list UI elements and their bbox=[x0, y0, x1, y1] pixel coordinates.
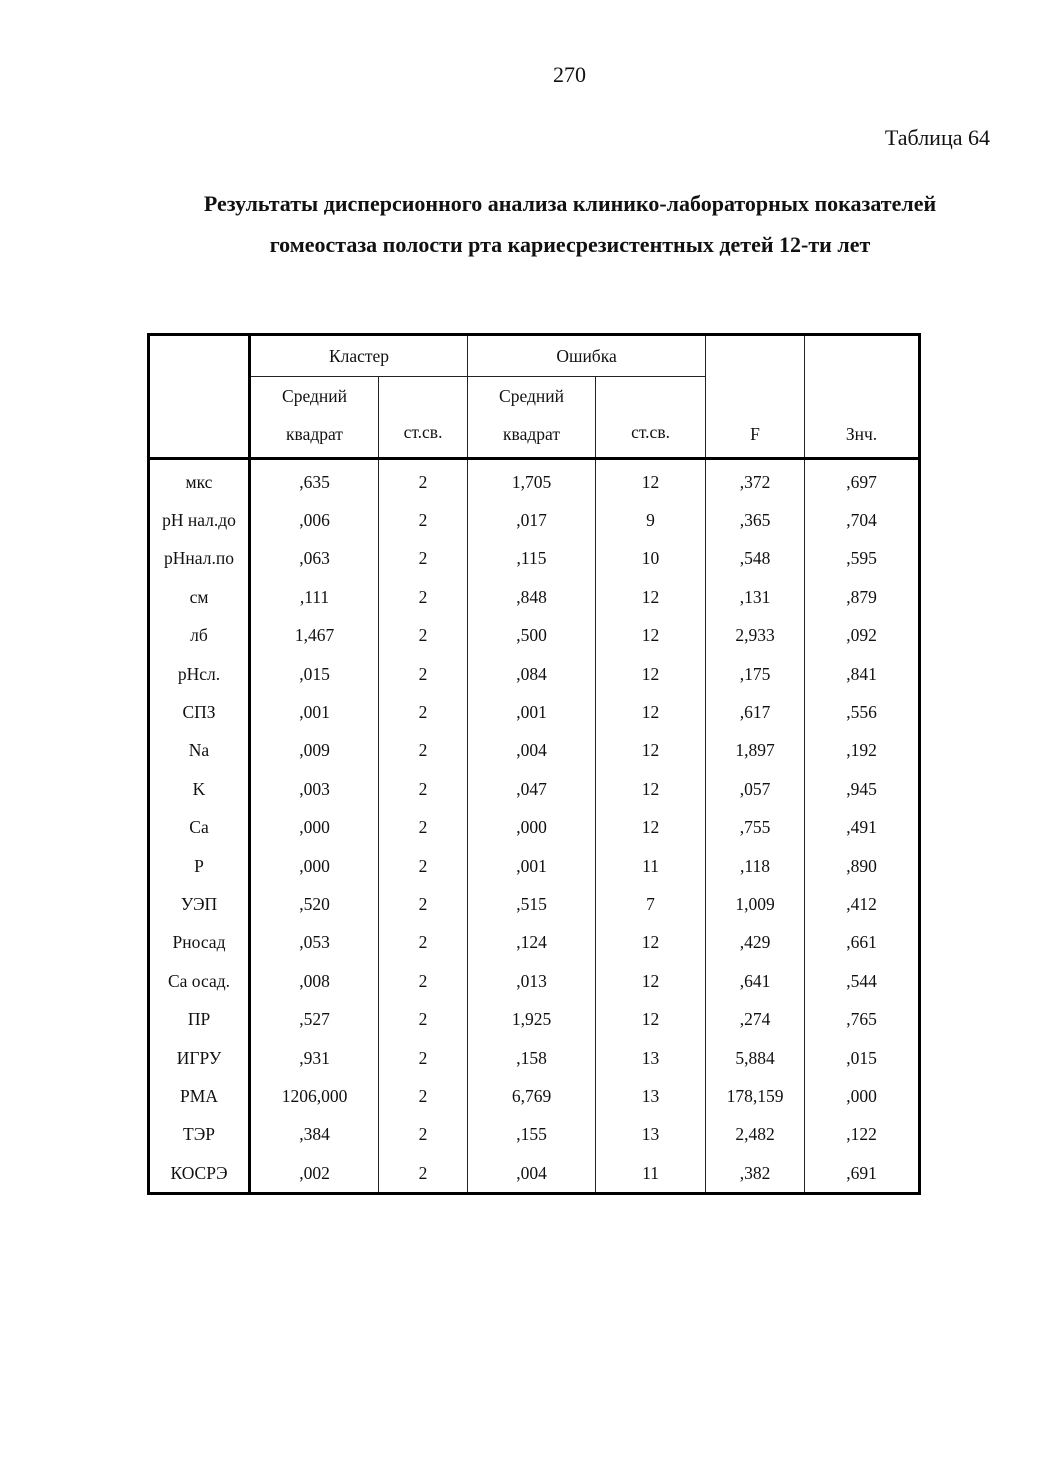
table-title bbox=[120, 183, 1020, 265]
significance-cell: ,092 bbox=[805, 617, 920, 655]
f-value-cell: 1,009 bbox=[706, 885, 805, 923]
row-label: Рносад bbox=[149, 924, 250, 962]
error-df-cell: 13 bbox=[596, 1077, 706, 1115]
table-row bbox=[149, 655, 920, 693]
significance-cell: ,890 bbox=[805, 847, 920, 885]
cluster-df-cell: 2 bbox=[379, 1154, 468, 1194]
header-cluster-mean-square bbox=[250, 377, 379, 459]
error-mean-square-cell: ,001 bbox=[468, 847, 596, 885]
table-label: Таблица 64 bbox=[884, 125, 990, 150]
row-label: УЭП bbox=[149, 885, 250, 923]
cluster-df-cell: 2 bbox=[379, 1077, 468, 1115]
cluster-df-cell: 2 bbox=[379, 501, 468, 539]
cluster-df-cell: 2 bbox=[379, 578, 468, 616]
table-row bbox=[149, 962, 920, 1000]
error-df-cell: 13 bbox=[596, 1039, 706, 1077]
table-row bbox=[149, 924, 920, 962]
cluster-df-cell: 2 bbox=[379, 924, 468, 962]
error-mean-square-cell: ,000 bbox=[468, 809, 596, 847]
table-row bbox=[149, 459, 920, 502]
error-df-cell: 12 bbox=[596, 693, 706, 731]
cluster-mean-square-cell: ,527 bbox=[250, 1000, 379, 1038]
cluster-df-cell: 2 bbox=[379, 770, 468, 808]
cluster-mean-square-cell: ,384 bbox=[250, 1116, 379, 1154]
f-value-cell: ,057 bbox=[706, 770, 805, 808]
error-df-cell: 12 bbox=[596, 732, 706, 770]
cluster-mean-square-cell: ,002 bbox=[250, 1154, 379, 1194]
f-value-cell: 178,159 bbox=[706, 1077, 805, 1115]
error-mean-square-cell: 1,705 bbox=[468, 459, 596, 502]
error-mean-square-cell: ,001 bbox=[468, 693, 596, 731]
cluster-mean-square-cell: ,520 bbox=[250, 885, 379, 923]
cluster-mean-square-cell: ,931 bbox=[250, 1039, 379, 1077]
f-value-cell: ,175 bbox=[706, 655, 805, 693]
table-row bbox=[149, 847, 920, 885]
significance-cell: ,691 bbox=[805, 1154, 920, 1194]
error-mean-square-cell: ,848 bbox=[468, 578, 596, 616]
significance-cell: ,000 bbox=[805, 1077, 920, 1115]
cluster-mean-square-cell: ,006 bbox=[250, 501, 379, 539]
significance-cell: ,765 bbox=[805, 1000, 920, 1038]
cluster-mean-square-cell: ,000 bbox=[250, 809, 379, 847]
table-row bbox=[149, 578, 920, 616]
cluster-df-cell: 2 bbox=[379, 1000, 468, 1038]
cluster-df-cell: 2 bbox=[379, 732, 468, 770]
error-mean-square-cell: ,047 bbox=[468, 770, 596, 808]
cluster-df-cell: 2 bbox=[379, 540, 468, 578]
row-label: K bbox=[149, 770, 250, 808]
header-row-1 bbox=[149, 335, 920, 377]
header-cluster-df: ст.св. bbox=[379, 377, 468, 459]
f-value-cell: ,641 bbox=[706, 962, 805, 1000]
error-df-cell: 12 bbox=[596, 809, 706, 847]
f-value-cell: ,274 bbox=[706, 1000, 805, 1038]
error-mean-square-cell: ,084 bbox=[468, 655, 596, 693]
header-sig: Знч. bbox=[805, 335, 920, 459]
f-value-cell: 1,897 bbox=[706, 732, 805, 770]
f-value-cell: ,372 bbox=[706, 459, 805, 502]
row-label: СПЗ bbox=[149, 693, 250, 731]
row-label: Na bbox=[149, 732, 250, 770]
table-body bbox=[149, 459, 920, 1194]
header-cluster: Кластер bbox=[250, 335, 468, 377]
table-row bbox=[149, 732, 920, 770]
error-df-cell: 12 bbox=[596, 770, 706, 808]
significance-cell: ,544 bbox=[805, 962, 920, 1000]
cluster-df-cell: 2 bbox=[379, 885, 468, 923]
row-label: мкс bbox=[149, 459, 250, 502]
error-df-cell: 11 bbox=[596, 1154, 706, 1194]
mean-square-line-2: квадрат bbox=[503, 424, 560, 444]
f-value-cell: 5,884 bbox=[706, 1039, 805, 1077]
row-label: рНнал.по bbox=[149, 540, 250, 578]
error-mean-square-cell: ,115 bbox=[468, 540, 596, 578]
cluster-mean-square-cell: ,000 bbox=[250, 847, 379, 885]
significance-cell: ,491 bbox=[805, 809, 920, 847]
cluster-df-cell: 2 bbox=[379, 693, 468, 731]
cluster-mean-square-cell: ,008 bbox=[250, 962, 379, 1000]
error-df-cell: 9 bbox=[596, 501, 706, 539]
row-label: рН нал.до bbox=[149, 501, 250, 539]
mean-square-line-1: Средний bbox=[282, 386, 347, 406]
error-df-cell: 12 bbox=[596, 578, 706, 616]
error-df-cell: 13 bbox=[596, 1116, 706, 1154]
error-mean-square-cell: ,158 bbox=[468, 1039, 596, 1077]
error-mean-square-cell: 6,769 bbox=[468, 1077, 596, 1115]
header-f: F bbox=[706, 335, 805, 459]
cluster-mean-square-cell: 1206,000 bbox=[250, 1077, 379, 1115]
significance-cell: ,841 bbox=[805, 655, 920, 693]
row-label: Ca осад. bbox=[149, 962, 250, 1000]
cluster-df-cell: 2 bbox=[379, 1116, 468, 1154]
table-row bbox=[149, 540, 920, 578]
error-df-cell: 12 bbox=[596, 1000, 706, 1038]
table-row bbox=[149, 809, 920, 847]
f-value-cell: ,365 bbox=[706, 501, 805, 539]
error-df-cell: 12 bbox=[596, 617, 706, 655]
cluster-mean-square-cell: ,015 bbox=[250, 655, 379, 693]
cluster-mean-square-cell: ,009 bbox=[250, 732, 379, 770]
error-df-cell: 12 bbox=[596, 655, 706, 693]
table-row bbox=[149, 1000, 920, 1038]
f-value-cell: 2,482 bbox=[706, 1116, 805, 1154]
error-mean-square-cell: ,515 bbox=[468, 885, 596, 923]
significance-cell: ,945 bbox=[805, 770, 920, 808]
anova-table bbox=[147, 333, 921, 1195]
significance-cell: ,556 bbox=[805, 693, 920, 731]
table-row bbox=[149, 1039, 920, 1077]
significance-cell: ,704 bbox=[805, 501, 920, 539]
error-df-cell: 12 bbox=[596, 962, 706, 1000]
error-mean-square-cell: ,124 bbox=[468, 924, 596, 962]
cluster-df-cell: 2 bbox=[379, 459, 468, 502]
significance-cell: ,595 bbox=[805, 540, 920, 578]
row-label: РМА bbox=[149, 1077, 250, 1115]
row-label: P bbox=[149, 847, 250, 885]
header-empty-cell bbox=[149, 335, 250, 459]
table-row bbox=[149, 693, 920, 731]
cluster-df-cell: 2 bbox=[379, 962, 468, 1000]
significance-cell: ,122 bbox=[805, 1116, 920, 1154]
error-df-cell: 11 bbox=[596, 847, 706, 885]
error-df-cell: 12 bbox=[596, 924, 706, 962]
error-mean-square-cell: 1,925 bbox=[468, 1000, 596, 1038]
row-label: ПР bbox=[149, 1000, 250, 1038]
cluster-mean-square-cell: ,053 bbox=[250, 924, 379, 962]
f-value-cell: ,548 bbox=[706, 540, 805, 578]
f-value-cell: ,118 bbox=[706, 847, 805, 885]
significance-cell: ,697 bbox=[805, 459, 920, 502]
f-value-cell: 2,933 bbox=[706, 617, 805, 655]
row-label: ИГРУ bbox=[149, 1039, 250, 1077]
f-value-cell: ,617 bbox=[706, 693, 805, 731]
header-error-df: ст.св. bbox=[596, 377, 706, 459]
table-title-line-2: гомеостаза полости рта кариесрезистентных детей 12-ти лет bbox=[269, 232, 871, 257]
page-number: 270 bbox=[553, 62, 586, 87]
cluster-df-cell: 2 bbox=[379, 1039, 468, 1077]
mean-square-line-1: Средний bbox=[499, 386, 564, 406]
error-mean-square-cell: ,004 bbox=[468, 1154, 596, 1194]
row-label: рНсл. bbox=[149, 655, 250, 693]
table-row bbox=[149, 1116, 920, 1154]
significance-cell: ,015 bbox=[805, 1039, 920, 1077]
f-value-cell: ,382 bbox=[706, 1154, 805, 1194]
table-row bbox=[149, 1077, 920, 1115]
significance-cell: ,661 bbox=[805, 924, 920, 962]
table-row bbox=[149, 770, 920, 808]
table-row bbox=[149, 617, 920, 655]
error-df-cell: 12 bbox=[596, 459, 706, 502]
table-title-line-1: Результаты дисперсионного анализа клинико-лабораторных показателей bbox=[203, 191, 937, 216]
f-value-cell: ,755 bbox=[706, 809, 805, 847]
cluster-df-cell: 2 bbox=[379, 655, 468, 693]
error-mean-square-cell: ,155 bbox=[468, 1116, 596, 1154]
significance-cell: ,412 bbox=[805, 885, 920, 923]
cluster-mean-square-cell: ,001 bbox=[250, 693, 379, 731]
mean-square-line-2: квадрат bbox=[286, 424, 343, 444]
table-row bbox=[149, 1154, 920, 1194]
row-label: Ca bbox=[149, 809, 250, 847]
error-mean-square-cell: ,500 bbox=[468, 617, 596, 655]
f-value-cell: ,429 bbox=[706, 924, 805, 962]
cluster-mean-square-cell: ,003 bbox=[250, 770, 379, 808]
error-df-cell: 10 bbox=[596, 540, 706, 578]
cluster-df-cell: 2 bbox=[379, 809, 468, 847]
cluster-mean-square-cell: 1,467 bbox=[250, 617, 379, 655]
row-label: лб bbox=[149, 617, 250, 655]
cluster-df-cell: 2 bbox=[379, 847, 468, 885]
cluster-mean-square-cell: ,063 bbox=[250, 540, 379, 578]
cluster-mean-square-cell: ,635 bbox=[250, 459, 379, 502]
row-label: КОСРЭ bbox=[149, 1154, 250, 1194]
error-mean-square-cell: ,013 bbox=[468, 962, 596, 1000]
significance-cell: ,879 bbox=[805, 578, 920, 616]
f-value-cell: ,131 bbox=[706, 578, 805, 616]
error-mean-square-cell: ,017 bbox=[468, 501, 596, 539]
header-error: Ошибка bbox=[468, 335, 706, 377]
row-label: см bbox=[149, 578, 250, 616]
table-row bbox=[149, 885, 920, 923]
cluster-df-cell: 2 bbox=[379, 617, 468, 655]
error-df-cell: 7 bbox=[596, 885, 706, 923]
row-label: ТЭР bbox=[149, 1116, 250, 1154]
table-row bbox=[149, 501, 920, 539]
significance-cell: ,192 bbox=[805, 732, 920, 770]
header-error-mean-square bbox=[468, 377, 596, 459]
error-mean-square-cell: ,004 bbox=[468, 732, 596, 770]
cluster-mean-square-cell: ,111 bbox=[250, 578, 379, 616]
